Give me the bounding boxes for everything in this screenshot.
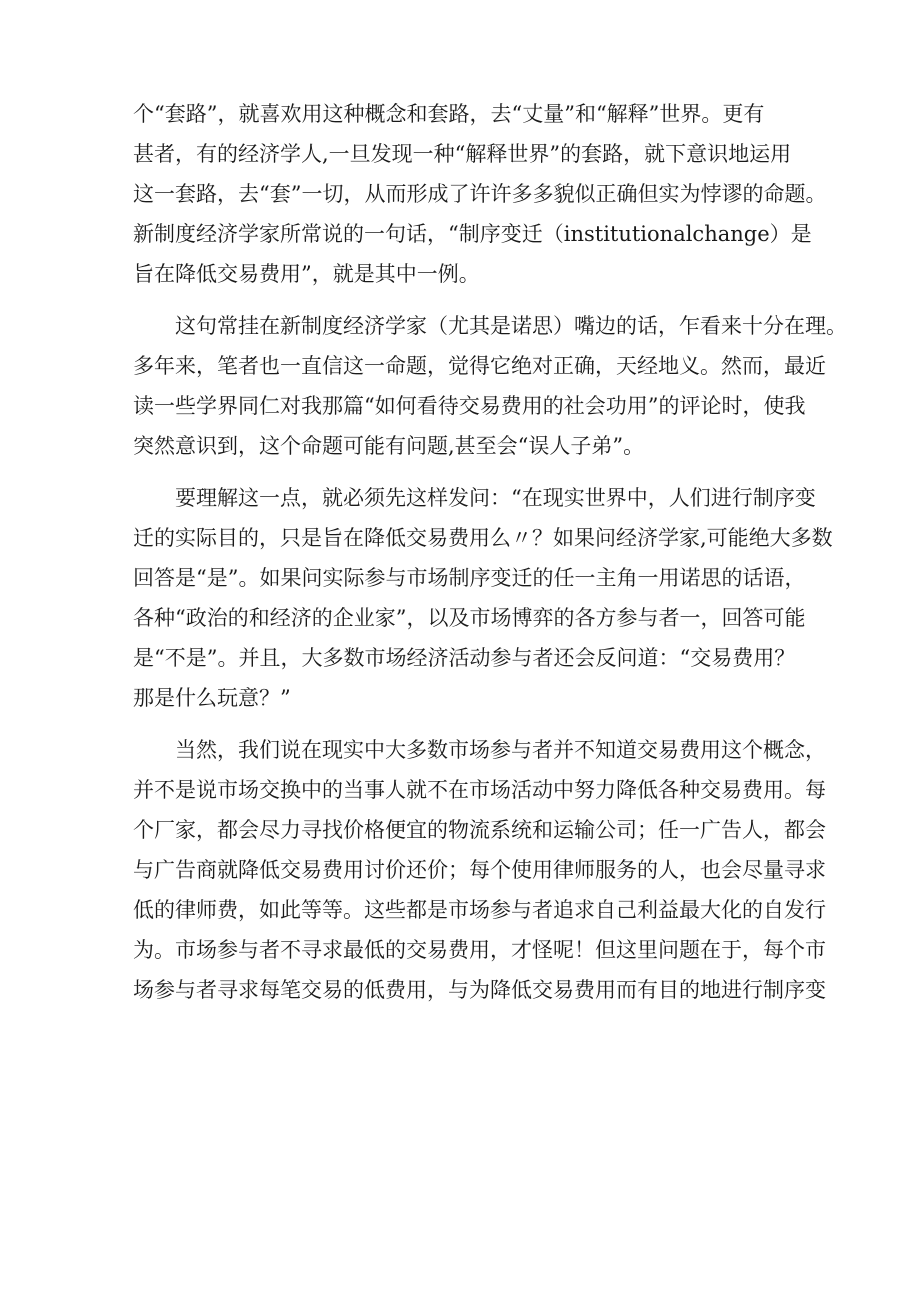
text-line: 迁的实际目的，只是旨在降低交易费用么〃？如果问经济学家,可能绝大多数 bbox=[133, 526, 833, 550]
text-line: 个“套路”，就喜欢用这种概念和套路，去“丈量”和“解释”世界。更有 bbox=[133, 102, 765, 126]
text-line: 回答是“是”。如果问实际参与市场制序变迁的任一主角一用诺思的话语， bbox=[133, 566, 806, 590]
text-line: 要理解这一点，就必须先这样发问：“在现实世界中，人们进行制序变 bbox=[175, 486, 816, 510]
text-line: 这一套路，去“套”一切，从而形成了许许多多貌似正确但实为悖谬的命题。 bbox=[133, 182, 827, 206]
text-line: 读一些学界同仁对我那篇“如何看待交易费用的社会功用”的评论时，使我 bbox=[133, 394, 806, 418]
text-line: 旨在降低交易费用”，就是其中一例。 bbox=[133, 262, 480, 286]
text-line: 新制度经济学家所常说的一句话，“制序变迁（institutionalchange）是 bbox=[133, 222, 812, 246]
text-line: 那是什么玩意？” bbox=[133, 686, 291, 710]
text-line: 与广告商就降低交易费用讨价还价；每个使用律师服务的人，也会尽量寻求 bbox=[133, 858, 826, 882]
text-line: 突然意识到，这个命题可能有问题,甚至会“误人子弟”。 bbox=[133, 434, 645, 458]
text-line: 低的律师费，如此等等。这些都是市场参与者追求自己利益最大化的自发行 bbox=[133, 898, 826, 922]
paragraph-1 bbox=[133, 94, 827, 294]
text-line: 为。市场参与者不寻求最低的交易费用，才怪呢！但这里问题在于，每个市 bbox=[133, 938, 826, 962]
paragraph-2 bbox=[133, 306, 847, 466]
paragraph-4 bbox=[133, 730, 826, 1010]
text-line: 各种“政治的和经济的企业家”，以及市场博弈的各方参与者一，回答可能 bbox=[133, 606, 806, 630]
text-line: 是“不是”。并且，大多数市场经济活动参与者还会反问道：“交易费用？ bbox=[133, 646, 796, 670]
text-line: 甚者，有的经济学人,一旦发现一种“解释世界”的套路，就下意识地运用 bbox=[133, 142, 792, 166]
text-line: 多年来，笔者也一直信这一命题，觉得它绝对正确，天经地义。然而，最近 bbox=[133, 354, 826, 378]
document-body bbox=[133, 94, 847, 1022]
paragraph-3 bbox=[133, 478, 833, 718]
text-line: 这句常挂在新制度经济学家（尤其是诺思）嘴边的话，乍看来十分在理。 bbox=[175, 314, 847, 338]
text-line: 场参与者寻求每笔交易的低费用，与为降低交易费用而有目的地进行制序变 bbox=[133, 978, 826, 1002]
text-line: 并不是说市场交换中的当事人就不在市场活动中努力降低各种交易费用。每 bbox=[133, 778, 826, 802]
text-line: 个厂家，都会尽力寻找价格便宜的物流系统和运输公司；任一广告人，都会 bbox=[133, 818, 826, 842]
text-line: 当然，我们说在现实中大多数市场参与者并不知道交易费用这个概念， bbox=[175, 738, 826, 762]
